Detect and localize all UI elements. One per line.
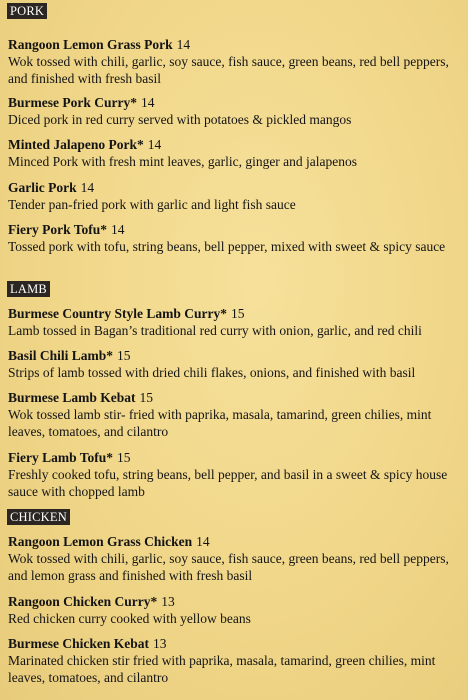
menu-item — [8, 449, 460, 500]
item-name: Basil Chili Lamb* — [8, 348, 114, 363]
menu-item — [8, 179, 460, 213]
item-name: Fiery Pork Tofu* — [8, 222, 108, 237]
section-header-chicken: CHICKEN — [7, 509, 70, 525]
item-price: 14 — [196, 534, 210, 549]
menu-item — [8, 94, 460, 128]
item-name: Burmese Chicken Kebat — [8, 636, 149, 651]
item-description: Diced pork in red curry served with potatoes & pickled mangos — [8, 112, 352, 127]
item-description: Freshly cooked tofu, string beans, bell pepper, and basil in a sweet & spicy house sauce with chopped lamb — [8, 467, 448, 499]
item-price: 13 — [161, 594, 175, 609]
item-description: Wok tossed with chili, garlic, soy sauce, fish sauce, green beans, red bell peppers, and lemon grass and finished with fresh basil — [8, 551, 449, 583]
item-name: Minted Jalapeno Pork* — [8, 137, 144, 152]
item-price: 14 — [147, 137, 162, 152]
item-name: Garlic Pork — [8, 180, 77, 195]
item-description: Tender pan-fried pork with garlic and light fish sauce — [8, 197, 296, 212]
menu-item — [8, 347, 460, 381]
item-price: 15 — [117, 450, 131, 465]
item-price: 14 — [111, 222, 125, 237]
menu-item — [8, 36, 460, 87]
menu-item — [8, 593, 460, 627]
item-price: 15 — [231, 306, 245, 321]
item-name: Rangoon Chicken Curry* — [8, 594, 158, 609]
menu-item — [8, 533, 460, 584]
item-description: Strips of lamb tossed with dried chili flakes, onions, and finished with basil — [8, 365, 416, 380]
item-name: Rangoon Lemon Grass Pork — [8, 37, 173, 52]
item-description: Minced Pork with fresh mint leaves, garlic, ginger and jalapenos — [8, 154, 358, 169]
item-price: 14 — [176, 37, 191, 52]
item-description: Marinated chicken stir fried with paprika, masala, tamarind, green chilies, mint leaves, tomatoes, and cilantro — [8, 653, 436, 685]
item-price: 13 — [153, 636, 167, 651]
item-price: 15 — [139, 390, 153, 405]
menu-item — [8, 305, 460, 339]
item-description: Wok tossed lamb stir- fried with paprika, masala, tamarind, green chilies, mint leaves, tomatoes, and cilantro — [8, 407, 432, 439]
item-price: 15 — [117, 348, 131, 363]
item-name: Fiery Lamb Tofu* — [8, 450, 114, 465]
item-price: 14 — [80, 180, 95, 195]
item-name: Burmese Lamb Kebat — [8, 390, 136, 405]
item-description: Wok tossed with chili, garlic, soy sauce, fish sauce, green beans, red bell peppers, and finished with fresh basil — [8, 54, 449, 86]
menu-item — [8, 389, 460, 440]
section-header-pork: PORK — [7, 3, 47, 19]
menu-item — [8, 221, 460, 255]
item-name: Burmese Pork Curry* — [8, 95, 137, 110]
item-description: Red chicken curry cooked with yellow beans — [8, 611, 251, 626]
item-price: 14 — [140, 95, 155, 110]
menu-item — [8, 136, 460, 170]
item-description: Lamb tossed in Bagan’s traditional red curry with onion, garlic, and red chili — [8, 323, 422, 338]
item-name: Rangoon Lemon Grass Chicken — [8, 534, 193, 549]
section-header-lamb: LAMB — [7, 281, 50, 297]
item-description: Tossed pork with tofu, string beans, bell pepper, mixed with sweet & spicy sauce — [8, 239, 446, 254]
item-name: Burmese Country Style Lamb Curry* — [8, 306, 227, 321]
menu-item — [8, 635, 460, 686]
